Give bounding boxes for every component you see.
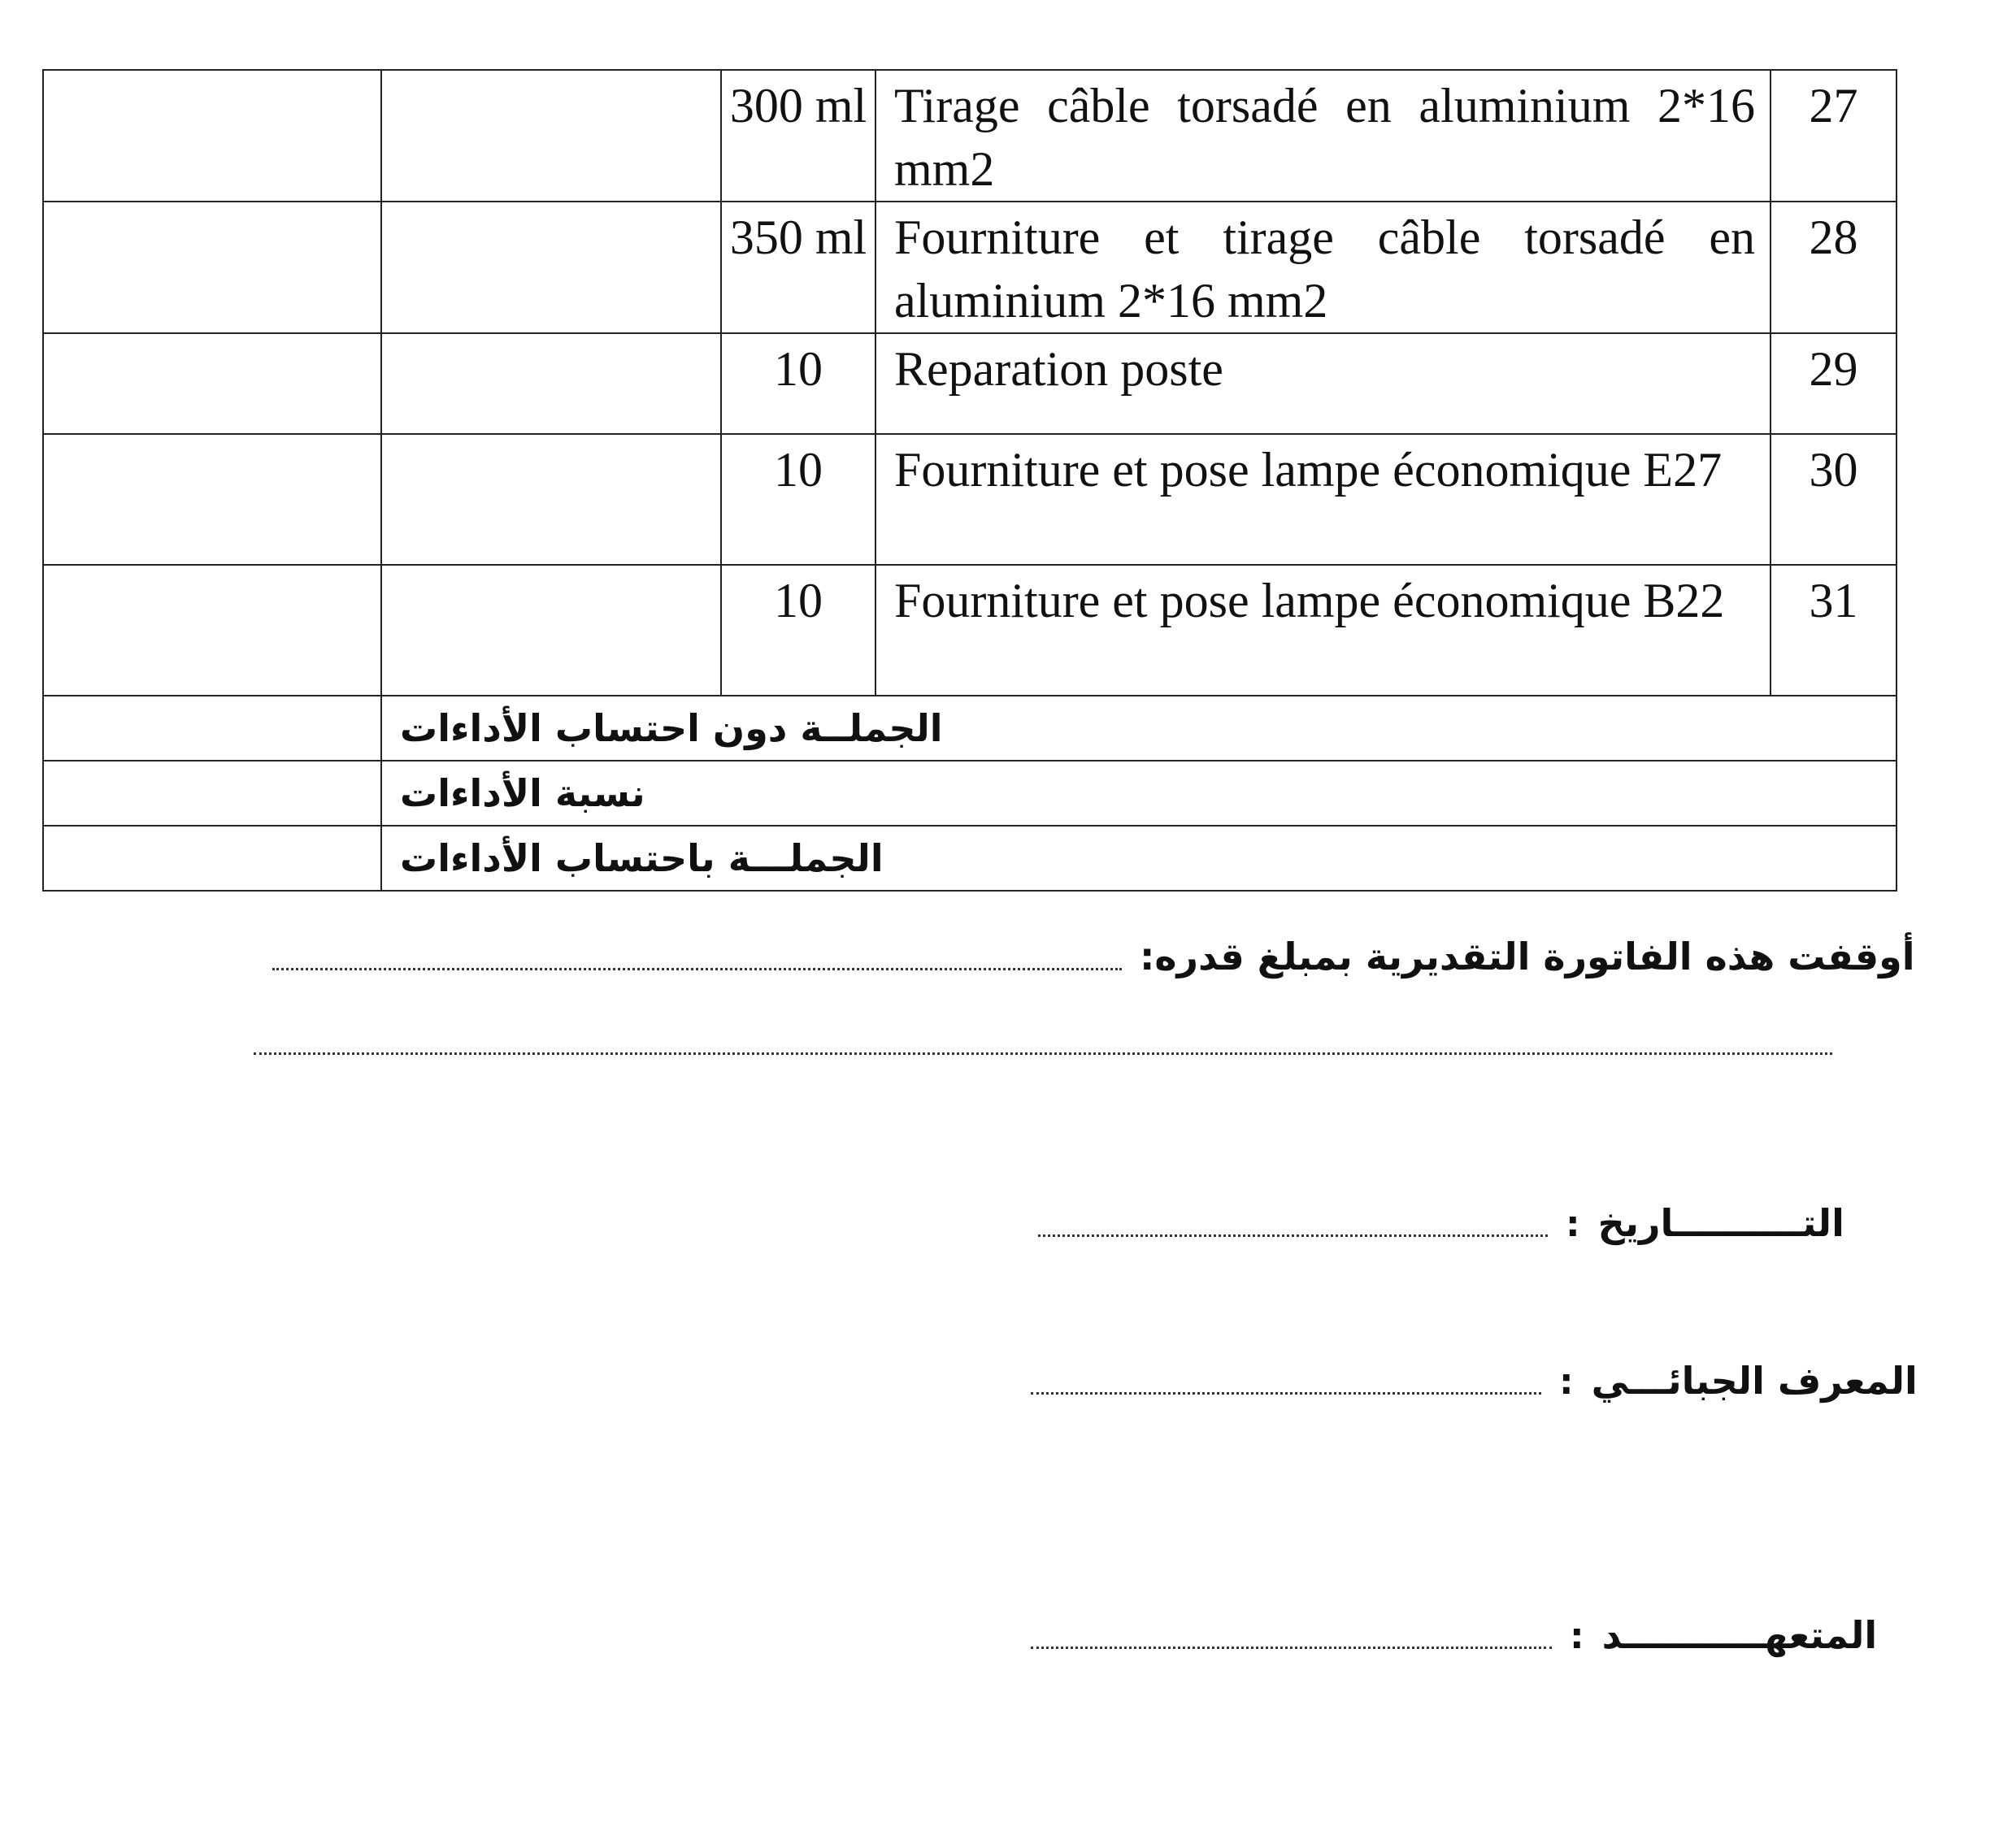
row-description-cell: Reparation poste <box>875 333 1771 434</box>
table-row <box>43 70 1897 202</box>
subtotal-before-tax-value <box>43 696 381 761</box>
table-row <box>43 333 1897 434</box>
row-quantity-cell: 10 <box>721 333 875 434</box>
row-unit-price-cell <box>381 202 721 333</box>
row-description-cell: Fourniture et tirage câble torsadé en aluminium 2*16 mm2 <box>875 202 1771 333</box>
tax-id-dotted-field[interactable] <box>1031 1392 1541 1395</box>
row-unit-price-cell <box>381 333 721 434</box>
contractor-colon: : <box>1570 1616 1584 1657</box>
row-total-cell <box>43 333 381 434</box>
row-number-cell: 30 <box>1771 434 1897 565</box>
amount-continuation-dotted-field[interactable] <box>254 1052 1832 1055</box>
date-colon: : <box>1566 1204 1580 1245</box>
table-row <box>43 202 1897 333</box>
total-with-tax-label: الجملـــة باحتساب الأداءات <box>381 826 1897 891</box>
row-description-cell: Fourniture et pose lampe économique B22 <box>875 565 1771 696</box>
amount-continuation-line <box>254 1052 1832 1055</box>
contractor-dotted-field[interactable] <box>1031 1647 1552 1649</box>
tax-id-line <box>1031 1359 1918 1403</box>
row-number-cell: 28 <box>1771 202 1897 333</box>
date-label: التــــــــــاريخ <box>1597 1201 1844 1245</box>
table-row <box>43 434 1897 565</box>
row-quantity-cell: 350 ml <box>721 202 875 333</box>
row-unit-price-cell <box>381 565 721 696</box>
tax-rate-label: نسبة الأداءات <box>381 761 1897 826</box>
contractor-line <box>1031 1613 1877 1657</box>
row-quantity-cell: 10 <box>721 565 875 696</box>
row-number-cell: 27 <box>1771 70 1897 202</box>
amount-statement-label: أوقفت هذه الفاتورة التقديرية بمبلغ قدره: <box>1140 935 1915 978</box>
total-with-tax-row <box>43 826 1897 891</box>
date-dotted-field[interactable] <box>1038 1234 1548 1237</box>
tax-rate-row <box>43 761 1897 826</box>
amount-dotted-field[interactable] <box>272 968 1122 970</box>
row-total-cell <box>43 565 381 696</box>
row-total-cell <box>43 202 381 333</box>
tax-rate-value <box>43 761 381 826</box>
row-description-cell: Fourniture et pose lampe économique E27 <box>875 434 1771 565</box>
tax-id-colon: : <box>1559 1361 1574 1403</box>
row-description-cell: Tirage câble torsadé en aluminium 2*16 mm2 <box>875 70 1771 202</box>
date-line <box>1038 1201 1844 1245</box>
contractor-label: المتعهـــــــــــد <box>1601 1613 1878 1657</box>
row-number-cell: 31 <box>1771 565 1897 696</box>
row-total-cell <box>43 70 381 202</box>
row-unit-price-cell <box>381 434 721 565</box>
quote-items-table <box>42 69 1897 892</box>
row-unit-price-cell <box>381 70 721 202</box>
subtotal-before-tax-label: الجملــة دون احتساب الأداءات <box>381 696 1897 761</box>
row-quantity-cell: 10 <box>721 434 875 565</box>
row-number-cell: 29 <box>1771 333 1897 434</box>
amount-statement-line <box>272 935 1915 978</box>
table-row <box>43 565 1897 696</box>
subtotal-before-tax-row <box>43 696 1897 761</box>
tax-id-label: المعرف الجبائـــي <box>1591 1359 1918 1403</box>
row-total-cell <box>43 434 381 565</box>
row-quantity-cell: 300 ml <box>721 70 875 202</box>
total-with-tax-value <box>43 826 381 891</box>
